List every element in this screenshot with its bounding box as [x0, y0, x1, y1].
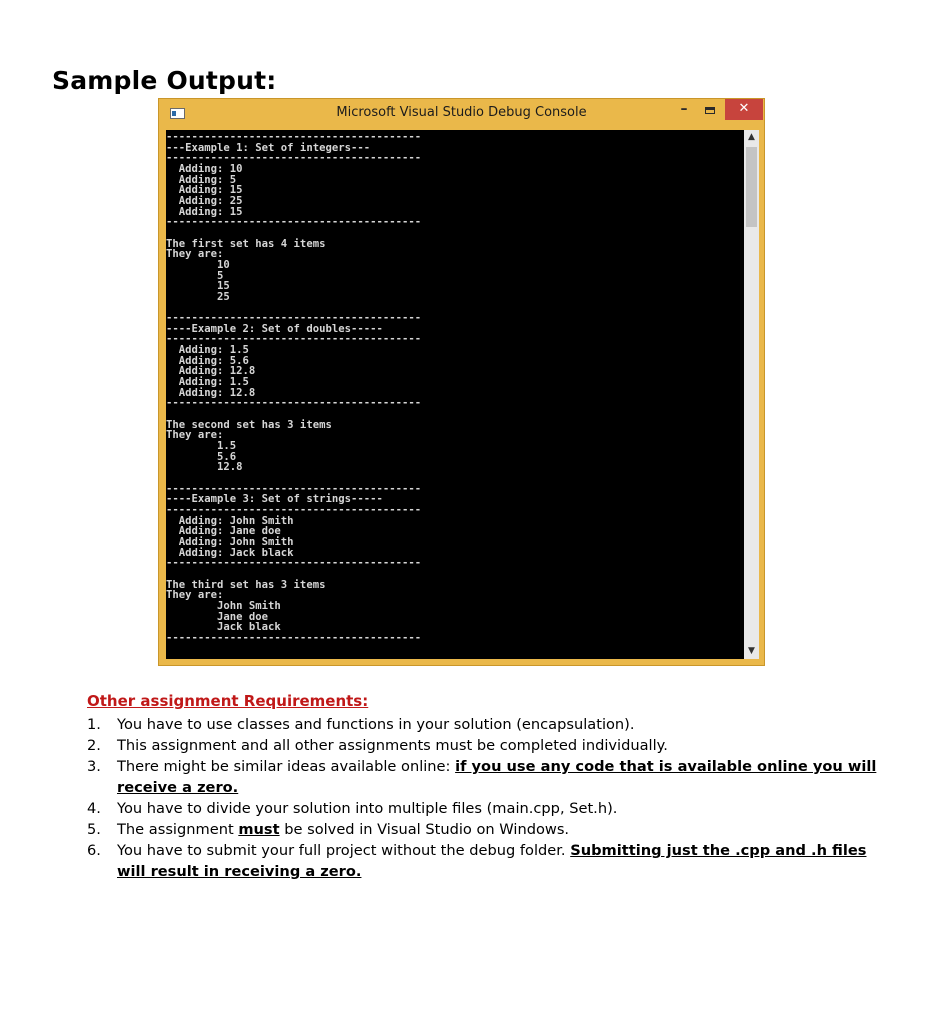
minimize-button[interactable]: –	[680, 101, 688, 117]
debug-console-window	[158, 98, 765, 666]
requirement-number: 2.	[87, 737, 101, 754]
requirement-item	[87, 735, 897, 756]
title-bar[interactable]	[159, 99, 764, 129]
scroll-down-icon[interactable]: ▼	[748, 646, 755, 656]
requirement-number: 1.	[87, 716, 101, 733]
console-output-area[interactable]	[166, 130, 744, 659]
requirement-text: This assignment and all other assignments must be completed individually.	[117, 737, 668, 754]
page-heading: Sample Output:	[52, 66, 277, 95]
requirement-text-end: be solved in Visual Studio on Windows.	[279, 821, 570, 838]
requirements-title: Other assignment Requirements:	[87, 692, 369, 710]
requirement-emphasis: Submitting just the .cpp and .h files will result in receiving a zero.	[117, 842, 867, 880]
requirement-emphasis: if you use any code that is available online you will receive a zero.	[117, 758, 877, 796]
requirement-number: 4.	[87, 800, 101, 817]
requirement-number: 6.	[87, 842, 101, 859]
vertical-scrollbar[interactable]	[744, 130, 759, 659]
window-title: Microsoft Visual Studio Debug Console	[336, 105, 587, 120]
requirement-text: You have to use classes and functions in your solution (encapsulation).	[117, 716, 635, 733]
console-output-text: ---------------------------------------- ---Example 1: Set of integers--- ---------------------------------------- Adding: 10 Adding: 5 Adding: 15 Adding: 25 Adding: 15 ---------------------------------------- The first set has 4 items They are: 10 5 15 25 ---------------------------------------- ----Example 2: Set of doubles----- ---------------------------------------- Adding: 1.5 Adding: 5.6 Adding: 12.8 Adding: 1.5 Adding: 12.8 ---------------------------------------- The second set has 3 items They are: 1.5 5.6 12.8 ---------------------------------------- ----Example 3: Set of strings----- ---------------------------------------- Adding: John Smith Adding: Jane doe Adding: John Smith Adding: Jack black ---------------------------------------- The third set has 3 items They are: John Smith Jane doe Jack black ----------------------------------------	[166, 131, 422, 644]
requirement-item	[87, 798, 897, 819]
requirement-item	[87, 819, 897, 840]
maximize-button[interactable]	[697, 99, 723, 120]
maximize-icon	[705, 107, 715, 114]
close-button[interactable]: ✕	[725, 99, 763, 120]
requirement-text: The assignment	[117, 821, 239, 838]
requirement-item	[87, 714, 897, 735]
requirement-text: There might be similar ideas available online:	[117, 758, 456, 775]
requirement-item	[87, 840, 897, 882]
requirements-list	[87, 714, 897, 882]
requirement-item	[87, 756, 897, 798]
requirement-number: 5.	[87, 821, 101, 838]
requirement-number: 3.	[87, 758, 101, 775]
scroll-up-icon[interactable]: ▲	[748, 132, 755, 142]
requirement-text: You have to submit your full project without the debug folder.	[117, 842, 571, 859]
scrollbar-thumb[interactable]	[746, 147, 757, 227]
requirement-emphasis: must	[238, 821, 280, 838]
requirement-text: You have to divide your solution into multiple files (main.cpp, Set.h).	[117, 800, 618, 817]
